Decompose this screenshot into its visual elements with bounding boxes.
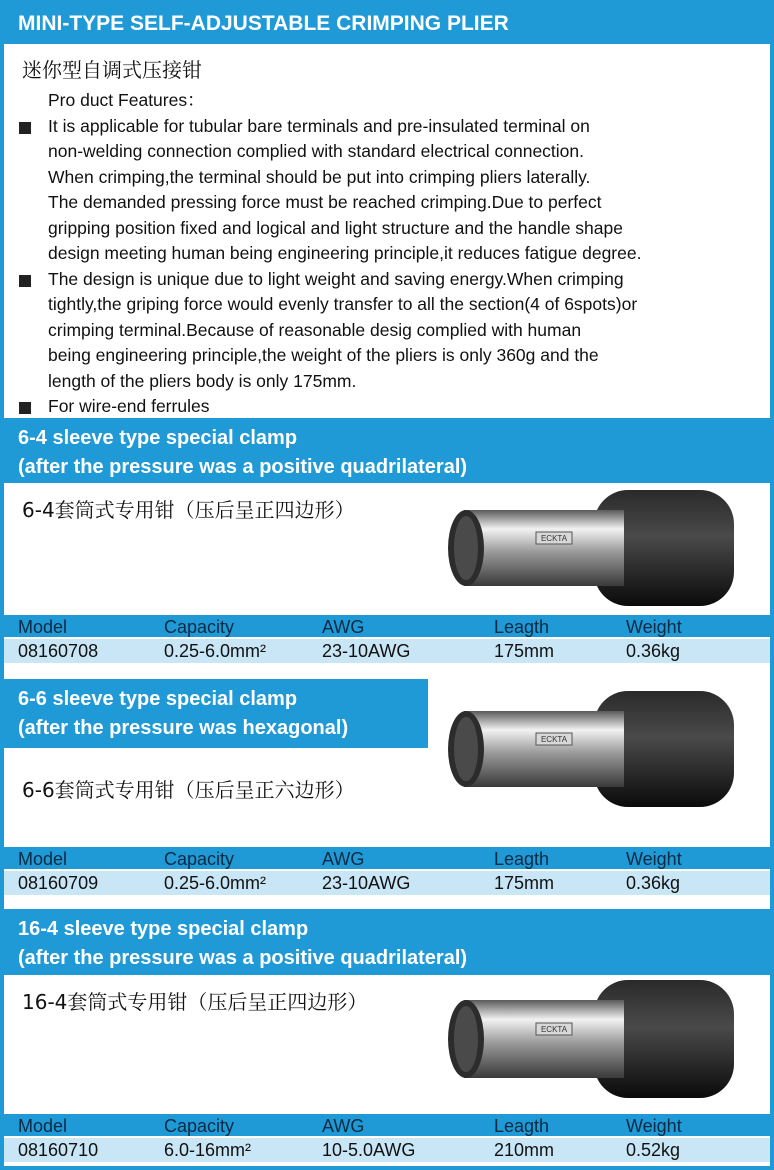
- feature-line: length of the pliers body is only 175mm.: [48, 370, 357, 391]
- cell-length: 175mm: [494, 873, 555, 893]
- col-capacity: Capacity: [164, 849, 235, 869]
- cell-model: 08160709: [18, 873, 99, 893]
- table-row: [4, 1138, 770, 1162]
- product-features: [16, 88, 764, 420]
- bullet-square-icon: [19, 122, 31, 134]
- col-capacity: Capacity: [164, 1116, 235, 1136]
- feature-line: It is applicable for tubular bare terminals and pre-insulated terminal on: [48, 115, 590, 136]
- feature-line: crimping terminal.Because of reasonable desig complied with human: [48, 319, 582, 340]
- table-row: [4, 871, 770, 895]
- cell-model: 08160708: [18, 641, 99, 661]
- bullet-square-icon: [19, 275, 31, 287]
- ferrule-image: [444, 488, 744, 608]
- col-model: Model: [18, 617, 68, 637]
- col-length: Leagth: [494, 617, 550, 637]
- product-heading-line: 16-4 sleeve type special clamp: [18, 918, 309, 940]
- feature-line: When crimping,the terminal should be put into crimping pliers laterally.: [48, 166, 591, 187]
- cell-length: 175mm: [494, 641, 555, 661]
- page-title: MINI-TYPE SELF-ADJUSTABLE CRIMPING PLIER: [4, 4, 770, 44]
- col-length: Leagth: [494, 1116, 550, 1136]
- col-capacity: Capacity: [164, 617, 235, 637]
- feature-line: For wire-end ferrules: [48, 396, 210, 416]
- cell-capacity: 0.25-6.0mm²: [164, 641, 267, 661]
- cell-weight: 0.52kg: [626, 1140, 681, 1160]
- feature-line: The design is unique due to light weight and saving energy.When crimping: [48, 268, 624, 289]
- cell-awg: 23-10AWG: [322, 873, 411, 893]
- product-heading: [4, 679, 428, 748]
- feature-line: gripping position fixed and logical and light structure and the handle shape: [48, 217, 623, 238]
- col-weight: Weight: [626, 617, 682, 637]
- product-heading: [4, 909, 770, 975]
- ferrule-image: [444, 978, 744, 1100]
- features-label: Pro duct Features：: [48, 90, 205, 110]
- page-title-cn: 迷你型自调式压接钳: [22, 58, 202, 82]
- ferrule-stamp-text: ECKTA: [540, 534, 568, 543]
- feature-item: [16, 114, 764, 267]
- col-length: Leagth: [494, 849, 550, 869]
- product-heading-line: (after the pressure was a positive quadrilateral): [18, 947, 468, 969]
- col-model: Model: [18, 1116, 68, 1136]
- table-header: [4, 847, 770, 869]
- col-awg: AWG: [322, 1116, 365, 1136]
- product-heading-line: (after the pressure was hexagonal): [18, 717, 349, 739]
- col-awg: AWG: [322, 849, 365, 869]
- cell-awg: 23-10AWG: [322, 641, 411, 661]
- ferrule-stamp-text: ECKTA: [540, 1025, 568, 1034]
- feature-item: [16, 267, 764, 395]
- cell-weight: 0.36kg: [626, 641, 681, 661]
- feature-line: being engineering principle,the weight of the pliers is only 360g and the: [48, 345, 599, 365]
- cell-length: 210mm: [494, 1140, 555, 1160]
- feature-item: [16, 394, 764, 420]
- product-heading: [4, 418, 770, 483]
- product-name-cn: 6-4套筒式专用钳（压后呈正四边形）: [22, 498, 355, 522]
- feature-line: design meeting human being engineering principle,it reduces fatigue degree.: [48, 243, 642, 263]
- bullet-square-icon: [19, 402, 31, 414]
- cell-capacity: 6.0-16mm²: [164, 1140, 252, 1160]
- cell-awg: 10-5.0AWG: [322, 1140, 416, 1160]
- ferrule-stamp-text: ECKTA: [540, 735, 568, 744]
- feature-line: The demanded pressing force must be reached crimping.Due to perfect: [48, 192, 602, 212]
- table-row: [4, 639, 770, 663]
- col-model: Model: [18, 849, 68, 869]
- product-heading-line: (after the pressure was a positive quadrilateral): [18, 456, 468, 478]
- feature-line: tightly,the griping force would evenly transfer to all the section(4 of 6spots)or: [48, 294, 638, 314]
- table-header: [4, 1114, 770, 1136]
- col-weight: Weight: [626, 849, 682, 869]
- product-heading-line: 6-4 sleeve type special clamp: [18, 427, 298, 449]
- col-awg: AWG: [322, 617, 365, 637]
- col-weight: Weight: [626, 1116, 682, 1136]
- table-header: [4, 615, 770, 637]
- product-name-cn: 6-6套筒式专用钳（压后呈正六边形）: [22, 778, 355, 802]
- product-name-cn: 16-4套筒式专用钳（压后呈正四边形）: [22, 990, 368, 1014]
- product-heading-line: 6-6 sleeve type special clamp: [18, 688, 298, 710]
- cell-model: 08160710: [18, 1140, 99, 1160]
- cell-weight: 0.36kg: [626, 873, 681, 893]
- ferrule-image: [444, 689, 744, 809]
- feature-line: non-welding connection complied with standard electrical connection.: [48, 141, 585, 161]
- cell-capacity: 0.25-6.0mm²: [164, 873, 267, 893]
